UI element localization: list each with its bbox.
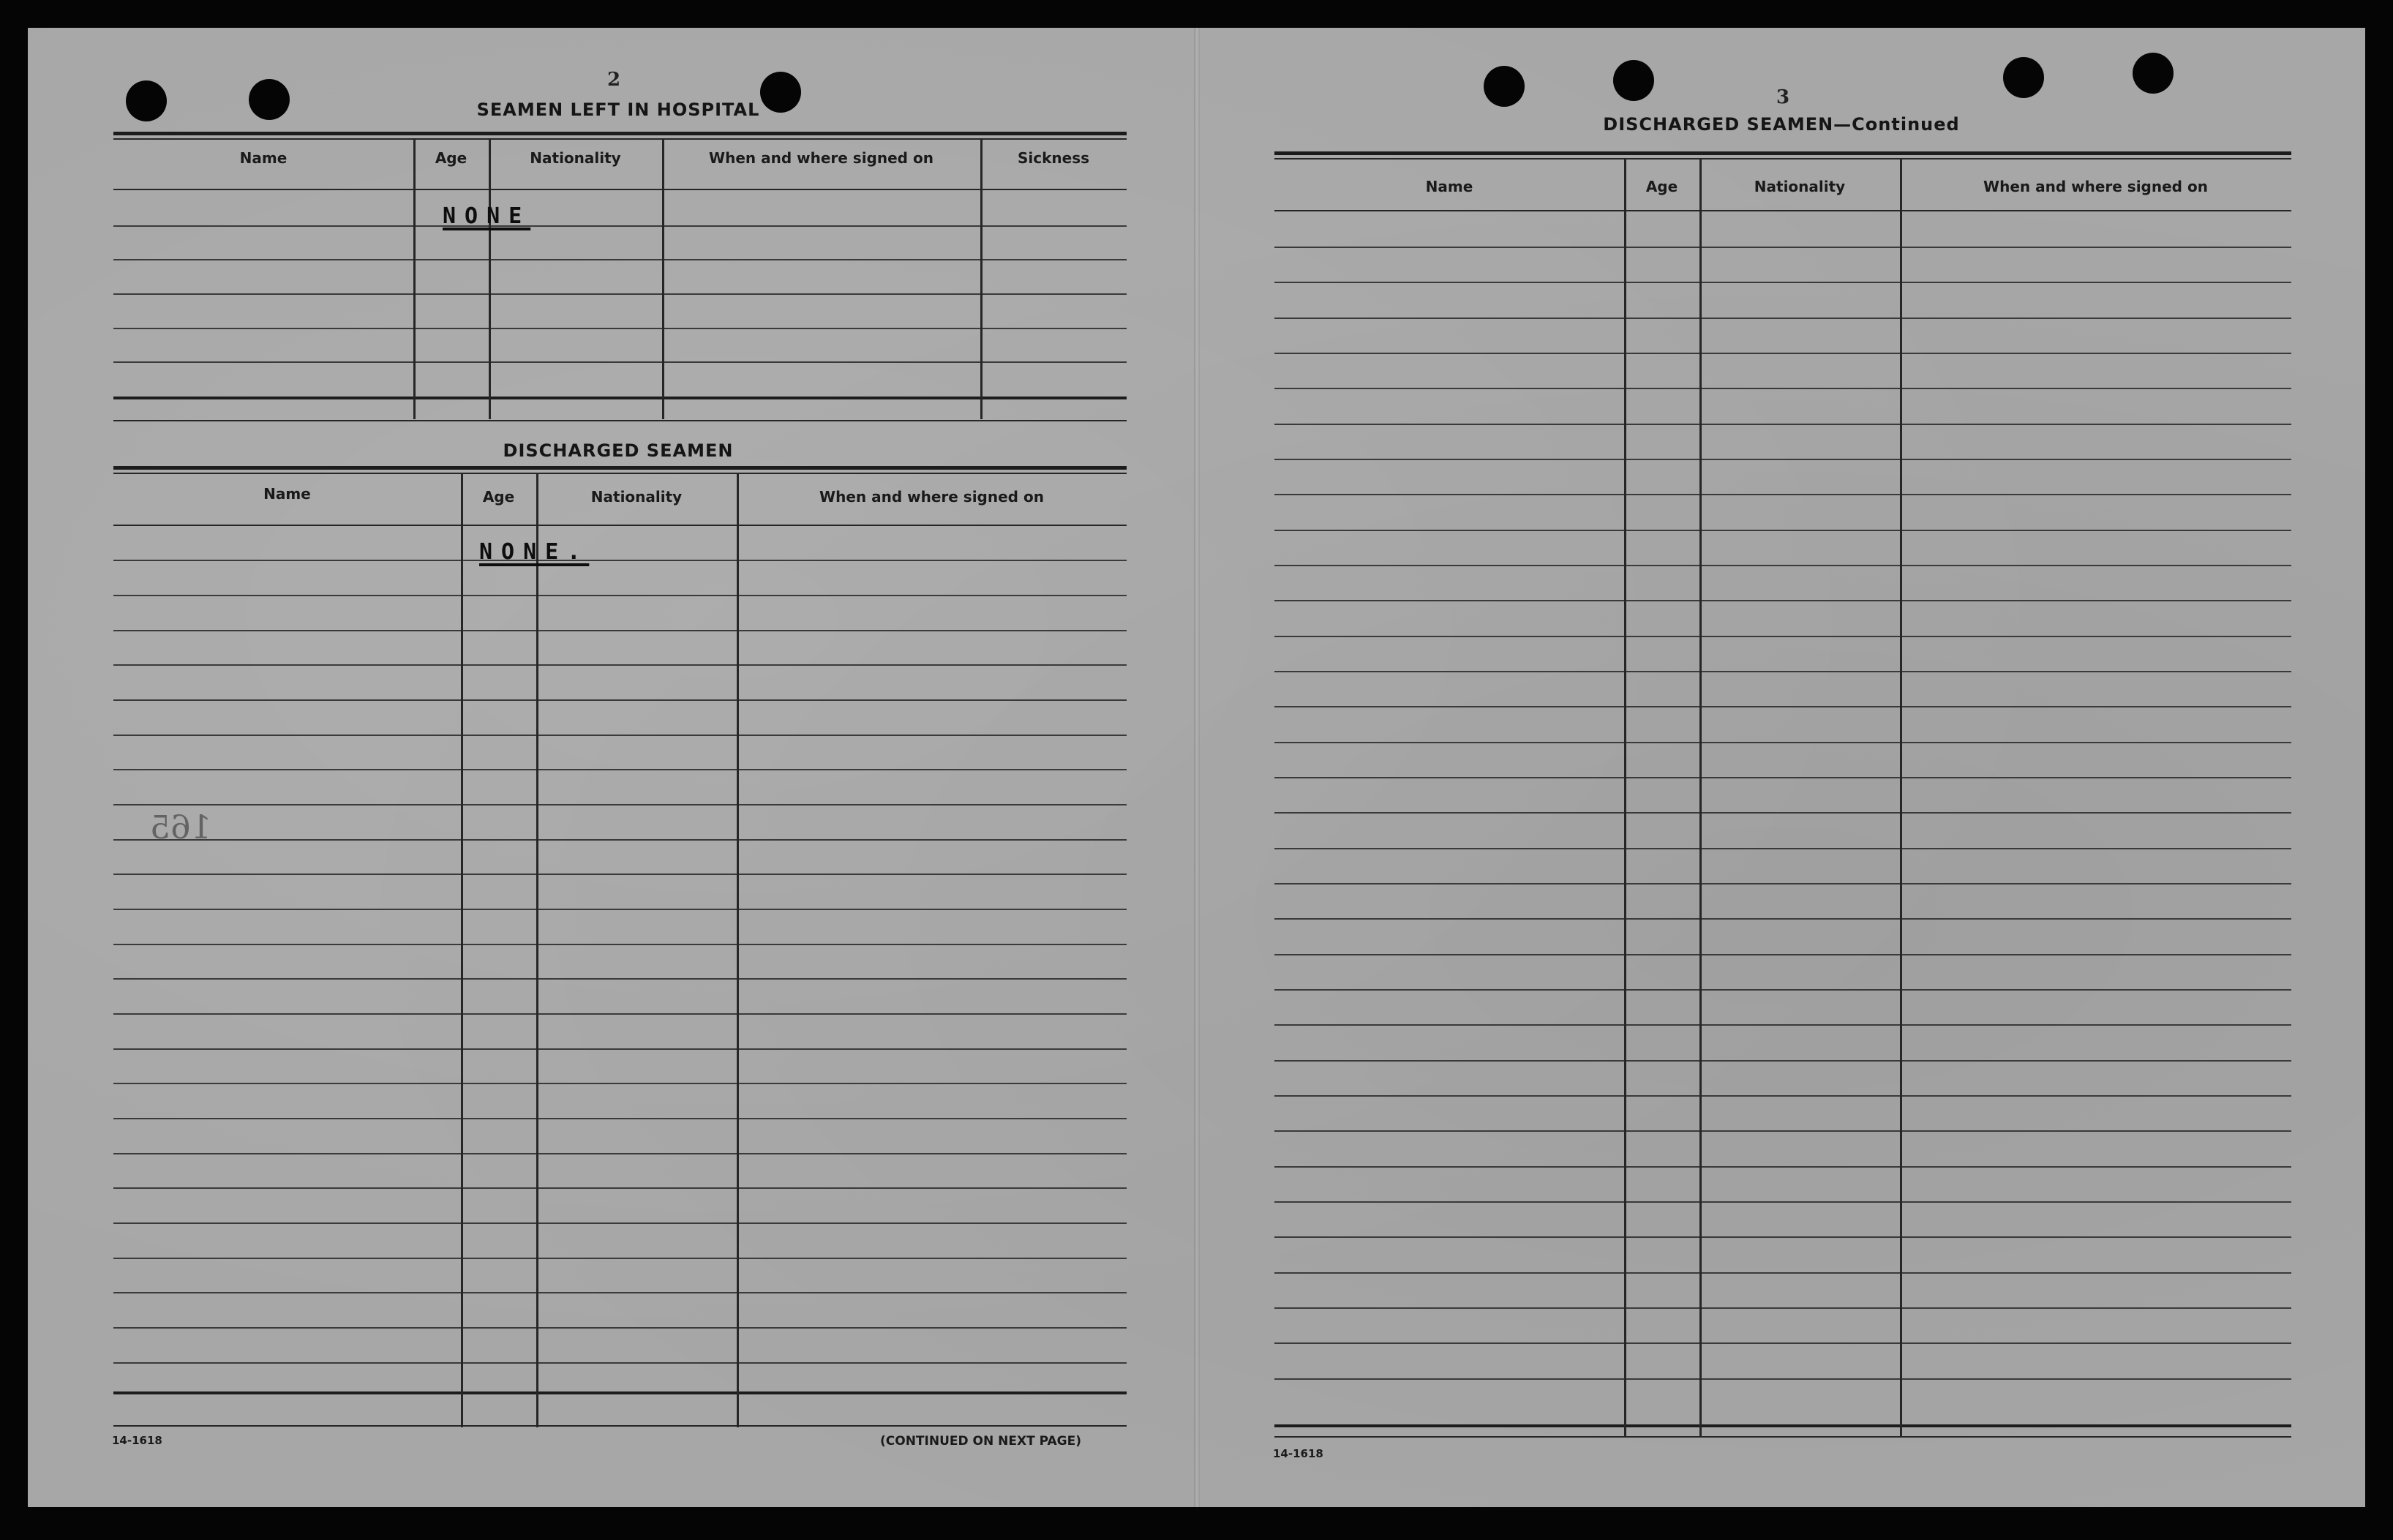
hospital-table	[113, 132, 1127, 424]
hospital-section-title: SEAMEN LEFT IN HOSPITAL	[476, 99, 760, 120]
discharged-header-age: Age	[482, 488, 515, 506]
discharged-entry-none: NONE.	[479, 539, 590, 565]
page-number-left: 2	[607, 69, 621, 91]
discharged-section-title: DISCHARGED SEAMEN	[503, 440, 734, 461]
hospital-header-sickness: Sickness	[1017, 149, 1090, 167]
discharged-header-signed-on: When and where signed on	[819, 488, 1044, 506]
form-code-left: 14-1618	[112, 1434, 162, 1447]
discharged-header-name: Name	[263, 485, 311, 503]
discharged-continued-title: DISCHARGED SEAMEN—Continued	[1603, 114, 1960, 135]
continued-header-name: Name	[1425, 178, 1473, 195]
punch-hole	[1484, 66, 1525, 107]
continued-header-age: Age	[1645, 178, 1678, 195]
form-code-right: 14-1618	[1273, 1447, 1323, 1460]
discharged-table-right	[1274, 151, 2291, 1441]
continued-header-signed-on: When and where signed on	[1983, 178, 2208, 195]
discharged-table-left	[113, 466, 1127, 1432]
hospital-header-nationality: Nationality	[530, 149, 621, 167]
continued-note: (CONTINUED ON NEXT PAGE)	[880, 1434, 1081, 1449]
punch-hole	[249, 79, 290, 120]
hospital-header-name: Name	[239, 149, 288, 167]
punch-hole	[1613, 60, 1654, 101]
hospital-header-signed-on: When and where signed on	[709, 149, 933, 167]
punch-hole	[2133, 53, 2174, 94]
margin-stamp: 165	[150, 809, 211, 846]
punch-hole	[126, 80, 167, 121]
page-fold	[1194, 28, 1200, 1507]
discharged-header-nationality: Nationality	[590, 488, 683, 506]
page-number-right: 3	[1776, 86, 1790, 108]
hospital-entry-none: NONE	[443, 203, 531, 229]
punch-hole	[2003, 57, 2044, 98]
continued-header-nationality: Nationality	[1754, 178, 1846, 195]
hospital-header-age: Age	[435, 149, 467, 167]
